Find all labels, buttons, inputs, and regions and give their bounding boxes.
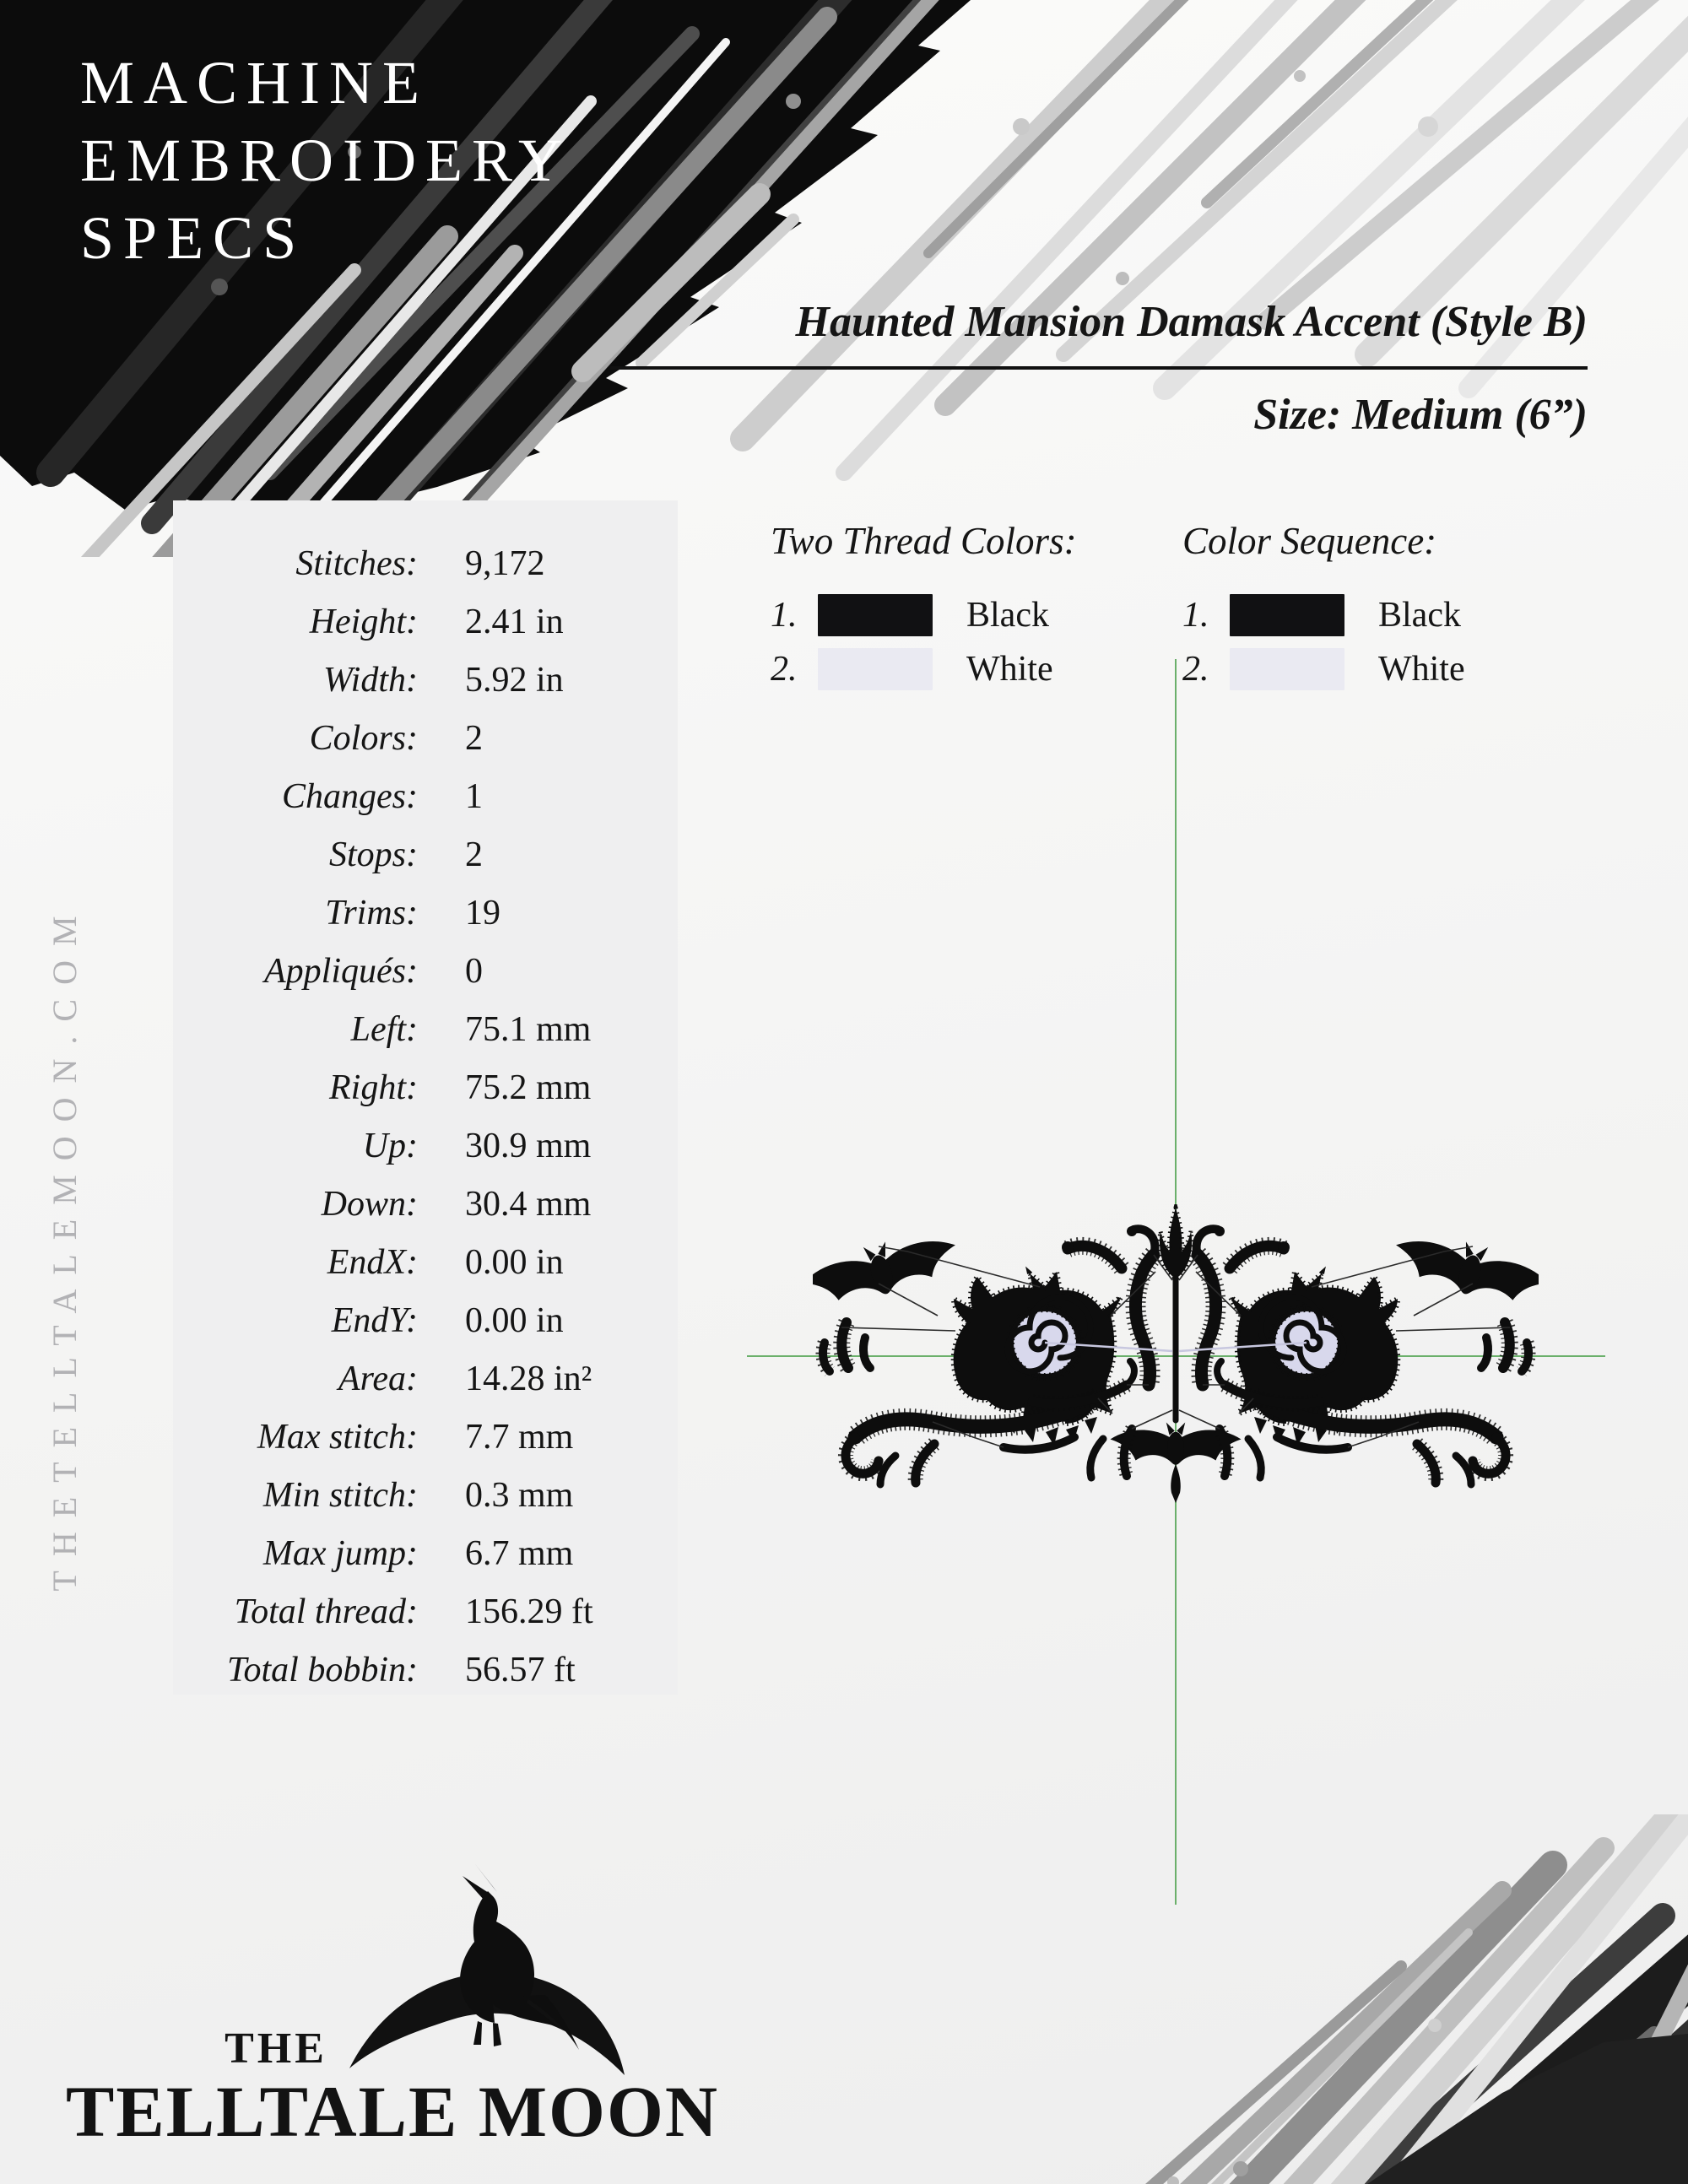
spec-row — [173, 1466, 678, 1524]
spec-row — [173, 534, 678, 592]
spec-label: Trims: — [325, 893, 418, 933]
two-thread-colors-heading: Two Thread Colors: — [771, 520, 1077, 562]
color-name: White — [966, 650, 1053, 689]
design-title: Haunted Mansion Damask Accent (Style B) — [795, 298, 1588, 346]
color-sequence-heading: Color Sequence: — [1182, 520, 1437, 562]
color-row — [1182, 588, 1579, 642]
color-name: Black — [966, 596, 1049, 635]
spec-value: 1 — [465, 776, 483, 816]
spec-label: EndX: — [327, 1242, 418, 1282]
footer-brush-texture — [962, 1814, 1688, 2184]
spec-label: Min stitch: — [262, 1475, 418, 1515]
spec-row — [173, 1524, 678, 1582]
spec-value: 56.57 ft — [465, 1650, 576, 1689]
color-row — [771, 642, 1167, 696]
spec-row — [173, 1291, 678, 1349]
bottom-drop-tip — [1171, 1464, 1181, 1503]
color-name: Black — [1378, 596, 1461, 635]
spec-row — [173, 592, 678, 651]
spec-label: Up: — [362, 1126, 418, 1165]
spec-value: 0.00 in — [465, 1300, 564, 1340]
spec-row — [173, 884, 678, 942]
color-name: White — [1378, 650, 1465, 689]
color-swatch — [818, 648, 933, 690]
spec-label: Total bobbin: — [227, 1650, 418, 1689]
spec-value: 7.7 mm — [465, 1417, 574, 1457]
size-label: Size: Medium (6”) — [1253, 391, 1588, 439]
spec-value: 5.92 in — [465, 660, 564, 700]
spec-label: Appliqués: — [264, 951, 418, 991]
page-title-line1: MACHINE — [80, 49, 429, 116]
spec-label: Total thread: — [234, 1592, 418, 1631]
spec-label: Area: — [338, 1359, 418, 1398]
spec-row — [173, 1349, 678, 1408]
spec-label: Max jump: — [262, 1533, 418, 1573]
website-vertical-text: THETELLTALEMOON.COM — [46, 901, 84, 1592]
spec-label: Stitches: — [295, 543, 418, 583]
spec-value: 2.41 in — [465, 602, 564, 641]
spec-value: 19 — [465, 893, 500, 933]
spec-row — [173, 1116, 678, 1175]
spec-label: Stops: — [329, 835, 418, 874]
spec-row — [173, 1641, 678, 1699]
spec-row — [173, 1408, 678, 1466]
spec-row — [173, 1582, 678, 1641]
spec-label: Changes: — [282, 776, 418, 816]
spec-value: 0.3 mm — [465, 1475, 574, 1515]
page-title-line2: EMBROIDERY — [80, 127, 572, 194]
spec-label: Height: — [309, 602, 418, 641]
spec-label: Max stitch: — [257, 1417, 418, 1457]
spec-value: 156.29 ft — [465, 1592, 593, 1631]
spec-value: 9,172 — [465, 543, 545, 583]
spec-value: 6.7 mm — [465, 1533, 574, 1573]
spec-label: Width: — [323, 660, 418, 700]
spec-row — [173, 1000, 678, 1058]
spec-row — [173, 651, 678, 709]
spec-value: 0 — [465, 951, 483, 991]
spec-row — [173, 825, 678, 884]
color-swatch — [1230, 648, 1344, 690]
spec-value: 2 — [465, 835, 483, 874]
spec-value: 30.9 mm — [465, 1126, 592, 1165]
spec-value: 75.2 mm — [465, 1068, 592, 1107]
color-sequence-list — [1182, 588, 1579, 696]
spec-row — [173, 1058, 678, 1116]
spec-label: Colors: — [309, 718, 418, 758]
color-sequence-section — [1182, 519, 1579, 696]
two-thread-colors-section — [771, 519, 1167, 696]
spec-value: 2 — [465, 718, 483, 758]
logo-raven-moon — [338, 1861, 633, 2089]
spec-row — [173, 1233, 678, 1291]
spec-row — [173, 1175, 678, 1233]
color-number: 2. — [1182, 650, 1209, 689]
logo-name: TELLTALE MOON — [66, 2071, 719, 2152]
spec-row — [173, 942, 678, 1000]
embroidery-design-preview — [813, 1204, 1539, 1508]
spec-label: Down: — [321, 1184, 418, 1224]
spec-label: EndY: — [331, 1300, 418, 1340]
spec-row — [173, 767, 678, 825]
spec-value: 14.28 in² — [465, 1359, 592, 1398]
spec-row — [173, 709, 678, 767]
title-divider-rule — [610, 366, 1588, 370]
spec-label: Right: — [329, 1068, 418, 1107]
fleur-spear-top — [1160, 1208, 1192, 1420]
color-number: 2. — [771, 650, 798, 689]
spec-value: 30.4 mm — [465, 1184, 592, 1224]
specs-table — [173, 500, 678, 1695]
logo-the: THE — [225, 2025, 327, 2073]
spec-value: 0.00 in — [465, 1242, 564, 1282]
page-title — [80, 44, 571, 277]
color-row — [1182, 642, 1579, 696]
two-thread-colors-list — [771, 588, 1167, 696]
color-number: 1. — [1182, 596, 1209, 635]
raven-icon — [460, 1864, 579, 2050]
page-title-line3: SPECS — [80, 204, 306, 272]
spec-value: 75.1 mm — [465, 1009, 592, 1049]
spec-label: Left: — [350, 1009, 418, 1049]
color-number: 1. — [771, 596, 798, 635]
color-row — [771, 588, 1167, 642]
color-swatch — [818, 594, 933, 636]
color-swatch — [1230, 594, 1344, 636]
